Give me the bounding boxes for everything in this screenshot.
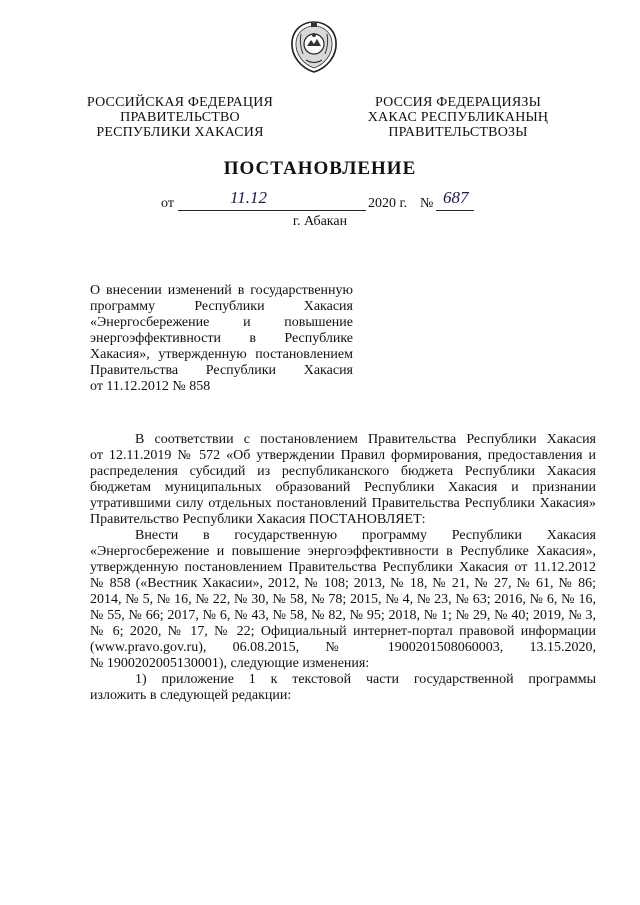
body-line: В соответствии с постановлением Правительства Республики Хакасия: [135, 432, 596, 447]
paragraph-preamble: [90, 432, 596, 528]
number-label: №: [420, 196, 434, 211]
coat-of-arms-emblem: [289, 20, 339, 74]
city-label: г. Абакан: [292, 214, 348, 229]
header-right: [360, 95, 556, 140]
document-type-title: ПОСТАНОВЛЕНИЕ: [223, 158, 417, 179]
subject-line: О внесении изменений в государственную: [90, 283, 353, 298]
body-line: 1) приложение 1 к текстовой части государственной программы: [135, 672, 596, 687]
handwritten-date: 11.12: [230, 188, 267, 207]
body-line: «Энергосбережение и повышение энергоэффективности в Республике Хакасия»,: [90, 544, 596, 559]
handwritten-number: 687: [443, 188, 469, 207]
body-line: 2014, № 5, № 16, № 22, № 30, № 58, № 78; 2015, № 4, № 23, № 63; 2016, № 6, № 16,: [90, 592, 596, 607]
subject-line: программу Республики Хакасия: [90, 299, 353, 314]
from-label: от: [161, 196, 174, 211]
date-blank: [178, 196, 366, 211]
subject-line: энергоэффективности в Республике: [90, 331, 353, 346]
body-line: утратившими силу отдельных постановлений Правительства Республики Хакасия»: [90, 496, 596, 511]
body-line: распределения субсидий из республиканского бюджета Республики Хакасия: [90, 464, 596, 479]
header-left-line: РОССИЙСКАЯ ФЕДЕРАЦИЯ: [86, 95, 274, 110]
header-left: [80, 95, 280, 140]
body-line: № 1900202005130001), следующие изменения:: [90, 656, 370, 671]
header-left-line: ПРАВИТЕЛЬСТВО: [120, 110, 240, 125]
subject-line: Правительства Республики Хакасия: [90, 363, 353, 378]
header-right-line: ХАКАС РЕСПУБЛИКАНЫҢ: [367, 110, 549, 125]
subject-line: «Энергосбережение и повышение: [90, 315, 353, 330]
body-line: № 6; 2020, № 17, № 22; Официальный интернет-портал правовой информации: [90, 624, 596, 639]
subject-line: от 11.12.2012 № 858: [90, 379, 211, 394]
header-right-line: ПРАВИТЕЛЬСТВОЗЫ: [388, 125, 528, 140]
body-line: бюджетам муниципальных образований Республики Хакасия и признании: [90, 480, 596, 495]
subject-line: Хакасия», утвержденную постановлением: [90, 347, 353, 362]
paragraph-item-1: [90, 672, 596, 704]
header-left-line: РЕСПУБЛИКИ ХАКАСИЯ: [96, 125, 264, 140]
body-line: № 858 («Вестник Хакасии», 2012, № 108; 2013, № 18, № 21, № 27, № 61, № 86;: [90, 576, 596, 591]
paragraph-amendment: [90, 528, 596, 672]
body-line: Правительство Республики Хакасия ПОСТАНОВЛЯЕТ:: [90, 512, 426, 527]
body-line: № 55, № 66; 2017, № 6, № 43, № 58, № 82, № 95; 2018, № 1; № 29, № 40; 2019, № 3,: [90, 608, 596, 623]
body-line: утвержденную постановлением Правительства Республики Хакасия от 11.12.2012: [90, 560, 596, 575]
body-line: (www.pravo.gov.ru), 06.08.2015, № 1900201508060003, 13.15.2020,: [90, 640, 596, 655]
year-label: 2020 г.: [368, 196, 408, 211]
body-line: Внести в государственную программу Республики Хакасия: [135, 528, 596, 543]
header-right-line: РОССИЯ ФЕДЕРАЦИЯЗЫ: [374, 95, 542, 110]
subject-block: [90, 283, 353, 395]
body-line: от 12.11.2019 № 572 «Об утверждении Правил формирования, предоставления и: [90, 448, 596, 463]
body-line: изложить в следующей редакции:: [90, 688, 292, 703]
